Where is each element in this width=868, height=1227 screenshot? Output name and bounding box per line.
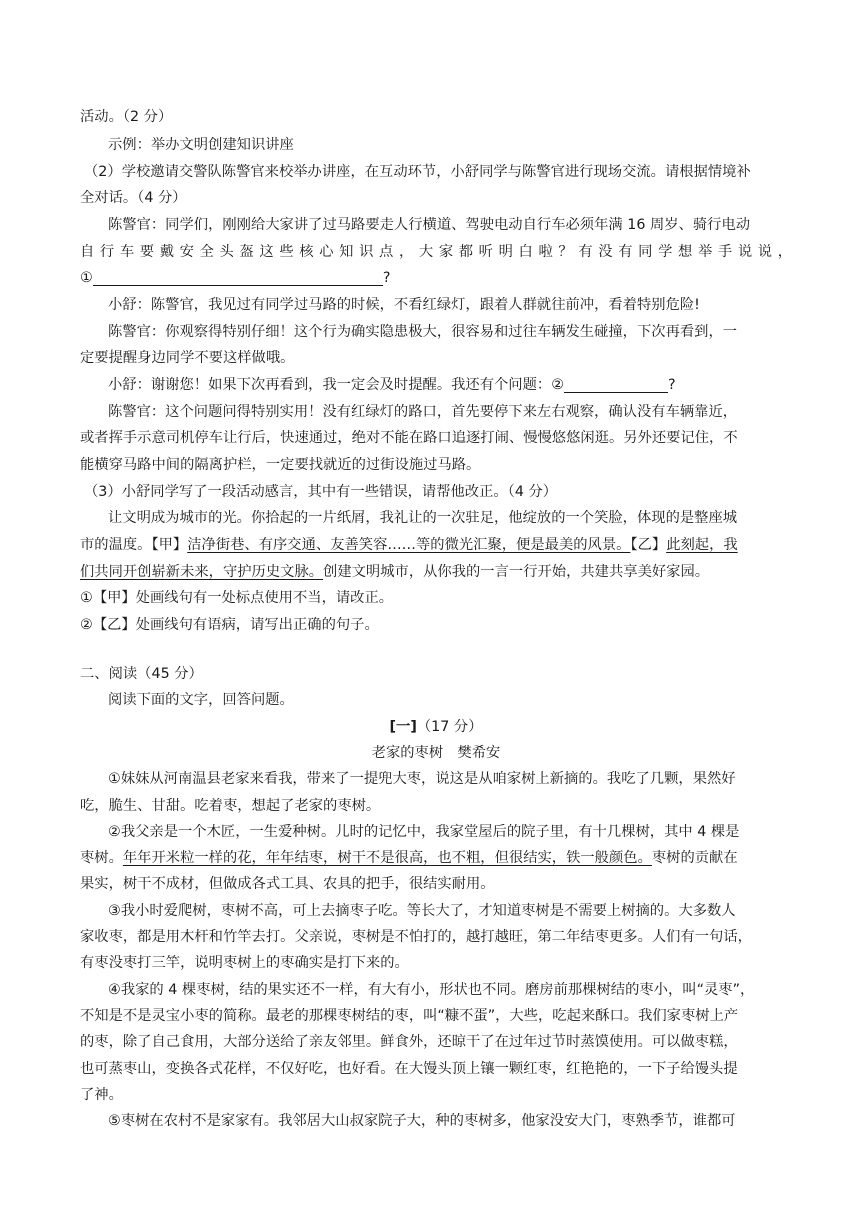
answer-line-1 [80,268,792,288]
underlined-sentence-jia: 洁净街巷、有序交通、友善笑容……等的微光汇聚，便是最美的风景。 [187,537,631,553]
section-heading: 二、阅读（45 分） [80,666,203,682]
article-line: 果实，树干不成材，但做成各式工具、农具的把手，很结实耐用。 [80,876,495,892]
article-line: 的枣，除了自己食用，大部分送给了亲友邻里。鲜食外，还晾干了在过年过节时蒸馍使用。可以做枣糕， [80,1034,738,1050]
dialogue-text: 小舒：谢谢您！如果下次再看到，我一定会及时提醒。我还有个问题：② [108,377,565,393]
text-segment: 枣树的贡献在 [651,850,738,866]
text-line: 定要提醒身边同学不要这样做哦。 [80,350,295,366]
answer-line-2 [108,375,792,395]
question-mark: ? [382,270,391,286]
article-line: ①妹妹从河南温县老家来看我，带来了一提兜大枣，说这是从咱家树上新摘的。我吃了几颗，果然好 [108,771,736,787]
passage-score: （17 分） [416,719,483,735]
example-line: 示例：举办文明创建知识讲座 [108,137,294,153]
text-line: 全对话。（4 分） [80,190,187,206]
answer-blank-2[interactable] [564,376,668,393]
text-line: 或者挥手示意司机停车让行后，快速通过，绝对不能在路口追逐打闹、慢慢悠悠闲逛。另外还要记住，不 [80,430,738,446]
article-line: 也可蒸枣山，变换各式花样，不仅好吃，也好看。在大馒头顶上镶一颗红枣，红艳艳的，一下子给馒头提 [80,1061,738,1077]
dialogue-line: 小舒：陈警官，我见过有同学过马路的时候，不看红绿灯，跟着人群就往前冲，看着特别危险! [108,297,700,313]
sub-question: ②【乙】处画线句有语病，请写出正确的句子。 [80,617,379,633]
answer-blank-1[interactable] [93,269,383,286]
sub-question: ①【甲】处画线句有一处标点使用不当，请改正。 [80,590,394,606]
dialogue-line: 陈警官：这个问题问得特别实用！没有红绿灯的路口，首先要停下来左右观察，确认没有车辆靠近， [108,404,738,420]
underlined-sentence: 年年开米粒一样的花，年年结枣，树干不是很高，也不粗，但很结实，铁一般颜色。 [122,850,652,866]
text-segment: 创建文明城市，从你我的一言一行开始，共建共享美好家园。 [323,564,710,580]
article-line: ③我小时爱爬树，枣树不高，可上去摘枣子吃。等长大了，才知道枣树是不需要上树摘的。大多数人 [108,903,736,919]
text-line: 能横穿马路中间的隔离护栏，一定要找就近的过街设施过马路。 [80,457,481,473]
dialogue-line: 陈警官：你观察得特别仔细！这个行为确实隐患极大，很容易和过往车辆发生碰撞，下次再看到，一 [108,324,738,340]
article-line: ②我父亲是一个木匠，一生爱种树。儿时的记忆中，我家堂屋后的院子里，有十几棵树，其中 4 棵是 [108,824,740,840]
article-line: 家收枣，都是用木杆和竹竿去打。父亲说，枣树是不怕打的，越打越旺，第二年结枣更多。人们有一句话， [80,929,752,945]
article-line: 吃，脆生、甘甜。吃着枣，想起了老家的枣树。 [80,798,381,814]
question-mark: ? [668,377,676,393]
dialogue-line: 自行车要戴安全头盔这些核心知识点，大家都听明白啦？有没有同学想举手说说， [80,244,792,260]
article-line: 不知是不是灵宝小枣的简称。最老的那棵枣树结的枣，叫“糠不蛋”，大些，吃起来酥口。我们家枣树上产 [80,1008,739,1024]
passage-label: [一] [389,719,417,735]
blank-marker: ① [80,270,93,286]
passage-number [80,717,792,737]
article-title: 老家的枣树 樊希安 [371,745,501,761]
passage-line [80,535,792,555]
question-3-stem: （3）小舒同学写了一段活动感言，其中有一些错误，请帮他改正。（4 分） [84,484,558,500]
underlined-sentence-yi: 此刻起，我 [666,537,738,553]
dialogue-line: 陈警官：同学们，刚刚给大家讲了过马路要走人行横道、驾驶电动自行车必须年满 16 周岁、骑行电动 [108,217,751,233]
question-2-stem: （2）学校邀请交警队陈警官来校举办讲座，在互动环节，小舒同学与陈警官进行现场交流。请根据情境补 [84,164,751,180]
passage-line: 让文明成为城市的光。你拾起的一片纸屑，我礼让的一次驻足，他绽放的一个笑脸，体现的是整座城 [108,510,738,526]
text-segment: 市的温度。【甲】 [80,537,188,553]
article-line [80,848,792,868]
article-line: ④我家的 4 棵枣树，结的果实还不一样，有大有小，形状也不同。磨房前那棵树结的枣小，叫“灵枣”， [108,982,755,998]
text-segment: 【乙】 [630,537,667,553]
article-line: ⑤枣树在农村不是家家有。我邻居大山叔家院子大，种的枣树多，他家没安大门，枣熟季节，谁都可 [108,1113,736,1129]
passage-line [80,562,792,582]
article-line: 了神。 [80,1087,123,1103]
instruction-line: 阅读下面的文字，回答问题。 [108,692,294,708]
text-line: 活动。（2 分） [80,109,173,125]
underlined-sentence-yi: 们共同开创崭新未来，守护历史文脉。 [80,564,324,580]
text-segment: 枣树。 [80,850,123,866]
article-line: 有枣没枣打三竿，说明枣树上的枣确实是打下来的。 [80,955,409,971]
